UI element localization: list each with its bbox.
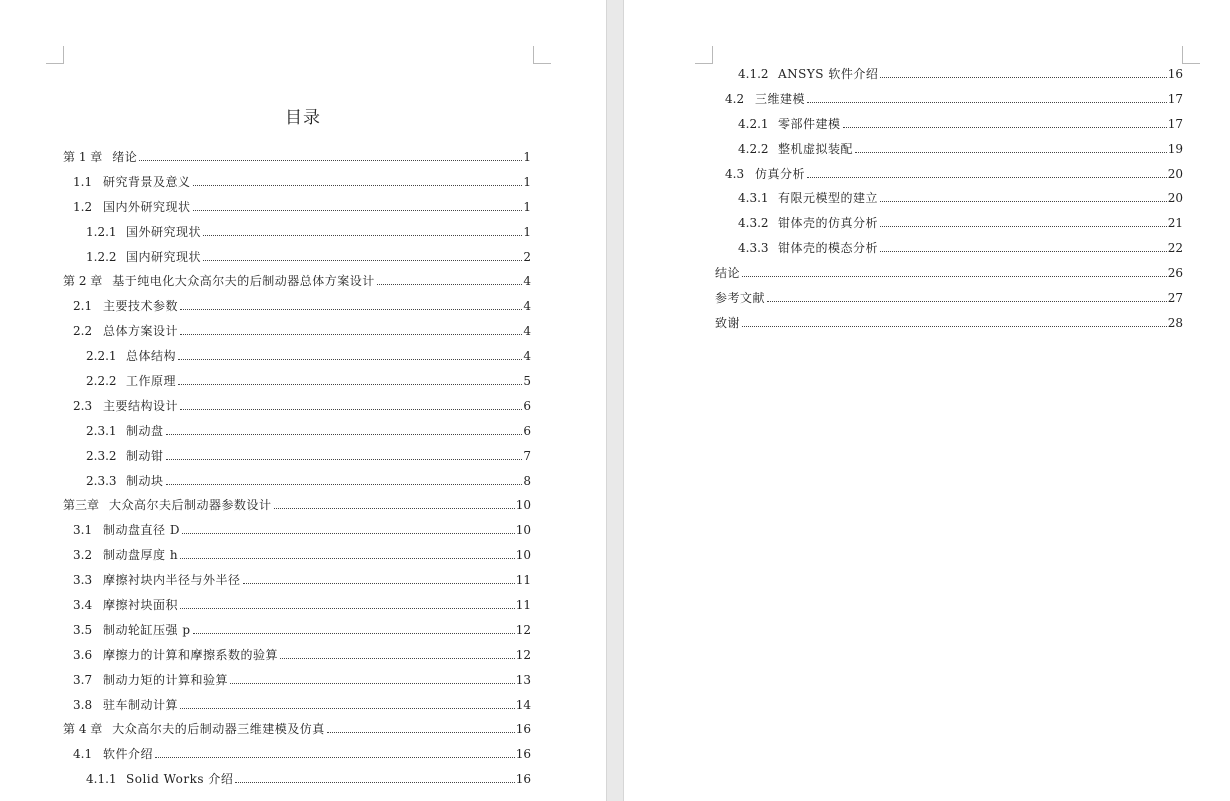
toc-dot-leader — [193, 185, 523, 186]
page-gutter — [606, 0, 624, 801]
toc-entry-title: 研究背景及意义 — [103, 174, 191, 189]
toc-entry-number: 3.3 — [73, 573, 93, 588]
toc-entry-number: 4.3.1 — [738, 191, 769, 206]
toc-dot-leader — [166, 484, 523, 485]
toc-entry-number: 4.3.2 — [738, 216, 769, 231]
toc-entry-page-number: 10 — [515, 523, 531, 538]
toc-entry-number: 2.2.1 — [86, 349, 117, 364]
toc-dot-leader — [180, 334, 522, 335]
toc-dot-leader — [880, 226, 1167, 227]
toc-entry-page-number: 12 — [515, 647, 531, 662]
toc-entry-page-number: 11 — [515, 598, 531, 613]
toc-entry-title: 零部件建模 — [778, 116, 841, 131]
toc-entry-number: 第 4 章 — [63, 722, 103, 737]
toc-entry-number: 2.3.2 — [86, 448, 117, 463]
toc-entry[interactable] — [63, 596, 531, 621]
toc-entry-number: 1.1 — [73, 174, 93, 189]
toc-entry-title: 钳体壳的模态分析 — [778, 241, 879, 256]
toc-entry-title: 制动盘厚度 h — [103, 548, 179, 563]
toc-entry-page-number: 1 — [523, 174, 531, 189]
toc-entry-number: 第 1 章 — [63, 150, 103, 164]
crop-mark-top-left — [695, 46, 713, 64]
toc-entry-page-number: 16 — [1167, 67, 1183, 81]
toc-entry-page-number: 5 — [523, 374, 531, 389]
toc-entry-number: 3.4 — [73, 598, 93, 613]
toc-entry[interactable] — [63, 696, 531, 721]
toc-entry-title: 钳体壳的仿真分析 — [778, 216, 879, 231]
crop-mark-top-left — [46, 46, 64, 64]
toc-entry[interactable] — [63, 198, 531, 223]
toc-entry-page-number: 27 — [1167, 291, 1183, 306]
toc-entry-number: 2.1 — [73, 299, 93, 314]
toc-dot-leader — [180, 409, 522, 410]
toc-entry-title: 绪论 — [112, 150, 138, 164]
toc-entry-number: 3.2 — [73, 548, 93, 563]
toc-entry-page-number: 16 — [515, 722, 531, 737]
toc-entry-page-number: 1 — [523, 150, 531, 164]
toc-entry-number: 3.6 — [73, 647, 93, 662]
toc-dot-leader — [880, 77, 1166, 78]
toc-entry[interactable] — [715, 165, 1183, 190]
toc-entry[interactable] — [63, 372, 531, 397]
toc-entry-number: 1.2 — [73, 199, 93, 214]
toc-dot-leader — [880, 251, 1167, 252]
toc-entry-title: ANSYS 软件介绍 — [778, 67, 879, 81]
toc-entry-page-number: 22 — [1167, 241, 1183, 256]
toc-entry-page-number: 20 — [1167, 166, 1183, 181]
toc-dot-leader — [767, 301, 1167, 302]
toc-dot-leader — [742, 276, 1167, 277]
toc-entry-title: 总体方案设计 — [103, 324, 179, 339]
crop-mark-top-right — [1182, 46, 1200, 64]
toc-entry-page-number: 20 — [1167, 191, 1183, 206]
toc-entry[interactable] — [715, 289, 1183, 314]
toc-entry-page-number: 1 — [523, 224, 531, 239]
toc-entry[interactable] — [63, 297, 531, 322]
toc-entry-title: 大众高尔夫的后制动器三维建模及仿真 — [112, 722, 325, 737]
toc-entry-title: 仿真分析 — [755, 166, 806, 181]
toc-entry-number: 2.3 — [73, 398, 93, 413]
toc-entry[interactable] — [715, 314, 1183, 339]
toc-entry[interactable] — [715, 65, 1183, 90]
toc-entry-number: 4.3.3 — [738, 241, 769, 256]
toc-dot-leader — [182, 533, 515, 534]
toc-entry[interactable] — [63, 745, 531, 770]
toc-entry-page-number: 17 — [1167, 91, 1183, 106]
toc-entry-number: 3.5 — [73, 622, 93, 637]
toc-entry-page-number: 8 — [523, 473, 531, 488]
toc-entry-number: 2.2 — [73, 324, 93, 339]
toc-entry[interactable] — [63, 496, 531, 521]
toc-dot-leader — [807, 102, 1167, 103]
toc-dot-leader — [742, 326, 1167, 327]
toc-entry-page-number: 28 — [1167, 315, 1183, 330]
toc-entry-number: 3.7 — [73, 672, 93, 687]
toc-entry-number: 4.2 — [725, 91, 745, 106]
table-of-contents-left — [63, 148, 531, 795]
toc-dot-leader — [166, 434, 523, 435]
toc-entry-page-number: 4 — [523, 349, 531, 364]
toc-dot-leader — [166, 459, 523, 460]
toc-entry-page-number: 13 — [515, 672, 531, 687]
document-page-left — [0, 0, 606, 801]
toc-entry-title: 制动块 — [126, 473, 164, 488]
toc-dot-leader — [327, 732, 515, 733]
toc-entry-title: 国内研究现状 — [126, 249, 202, 264]
toc-entry[interactable] — [63, 397, 531, 422]
toc-entry[interactable] — [63, 521, 531, 546]
toc-entry-number: 1.2.2 — [86, 249, 117, 264]
toc-title: 目录 — [285, 108, 321, 128]
toc-dot-leader — [178, 384, 522, 385]
toc-dot-leader — [235, 782, 514, 783]
toc-entry[interactable] — [63, 322, 531, 347]
toc-entry-title: 大众高尔夫后制动器参数设计 — [109, 498, 272, 513]
toc-dot-leader — [180, 558, 515, 559]
toc-dot-leader — [377, 284, 523, 285]
toc-entry-page-number: 10 — [515, 498, 531, 513]
toc-entry-page-number: 2 — [523, 249, 531, 264]
toc-entry[interactable] — [63, 173, 531, 198]
toc-entry-page-number: 6 — [523, 423, 531, 438]
toc-entry-page-number: 6 — [523, 398, 531, 413]
toc-entry[interactable] — [63, 248, 531, 273]
toc-dot-leader — [193, 210, 523, 211]
toc-entry-title: 三维建模 — [755, 91, 806, 106]
toc-entry-title: 制动轮缸压强 p — [103, 622, 191, 637]
toc-entry-title: 国内外研究现状 — [103, 199, 191, 214]
toc-entry-title: 制动力矩的计算和验算 — [103, 672, 229, 687]
crop-mark-top-right — [533, 46, 551, 64]
toc-entry-title: 摩擦力的计算和摩擦系数的验算 — [103, 647, 279, 662]
toc-entry-page-number: 26 — [1167, 266, 1183, 281]
toc-entry[interactable] — [63, 770, 531, 795]
toc-entry-title: 软件介绍 — [103, 747, 154, 762]
toc-entry-page-number: 7 — [523, 448, 531, 463]
table-of-contents-right — [715, 65, 1183, 339]
toc-entry-number: 4.1 — [73, 747, 93, 762]
toc-entry-title: 制动钳 — [126, 448, 164, 463]
toc-entry-page-number: 17 — [1167, 116, 1183, 131]
toc-dot-leader — [843, 127, 1167, 128]
toc-dot-leader — [243, 583, 515, 584]
toc-entry-page-number: 12 — [515, 622, 531, 637]
toc-entry[interactable] — [715, 140, 1183, 165]
toc-dot-leader — [203, 235, 522, 236]
toc-entry-number: 2.2.2 — [86, 374, 117, 389]
toc-entry[interactable] — [63, 646, 531, 671]
toc-dot-leader — [180, 708, 515, 709]
toc-dot-leader — [855, 152, 1167, 153]
toc-entry-number: 4.1.2 — [738, 67, 769, 81]
toc-entry-number: 第三章 — [63, 498, 100, 513]
toc-dot-leader — [203, 260, 522, 261]
toc-entry[interactable] — [715, 90, 1183, 115]
toc-entry-title: 摩擦衬块内半径与外半径 — [103, 573, 241, 588]
toc-entry-number: 4.2.2 — [738, 141, 769, 156]
toc-entry-page-number: 19 — [1167, 141, 1183, 156]
toc-entry-page-number: 21 — [1167, 216, 1183, 231]
toc-entry-page-number: 16 — [515, 772, 531, 787]
toc-entry[interactable] — [63, 472, 531, 497]
toc-entry-title: 摩擦衬块面积 — [103, 598, 179, 613]
toc-entry-page-number: 4 — [523, 274, 531, 289]
toc-entry-page-number: 11 — [515, 573, 531, 588]
toc-entry-page-number: 16 — [515, 747, 531, 762]
toc-entry[interactable] — [63, 347, 531, 372]
toc-entry-number: 1.2.1 — [86, 224, 117, 239]
toc-entry-page-number: 10 — [515, 548, 531, 563]
toc-dot-leader — [274, 508, 515, 509]
toc-dot-leader — [178, 359, 522, 360]
toc-dot-leader — [280, 658, 515, 659]
toc-entry-title: 国外研究现状 — [126, 224, 202, 239]
toc-entry-number: 第 2 章 — [63, 274, 103, 289]
toc-entry[interactable] — [63, 671, 531, 696]
toc-entry-title: 工作原理 — [126, 374, 177, 389]
toc-entry-number: 2.3.3 — [86, 473, 117, 488]
toc-entry-title: 总体结构 — [126, 349, 177, 364]
toc-entry[interactable] — [63, 571, 531, 596]
toc-entry[interactable] — [715, 189, 1183, 214]
toc-entry-page-number: 4 — [523, 299, 531, 314]
toc-dot-leader — [193, 633, 515, 634]
toc-dot-leader — [230, 683, 515, 684]
toc-entry-number: 3.8 — [73, 697, 93, 712]
toc-entry[interactable] — [63, 621, 531, 646]
toc-entry-title: 制动盘直径 D — [103, 523, 180, 538]
toc-dot-leader — [180, 309, 522, 310]
document-page-right — [624, 0, 1230, 801]
toc-dot-leader — [807, 177, 1167, 178]
toc-dot-leader — [155, 757, 515, 758]
toc-entry-title: 结论 — [715, 266, 741, 281]
toc-entry-title: 制动盘 — [126, 423, 164, 438]
toc-dot-leader — [139, 160, 522, 161]
toc-entry-title: 整机虚拟装配 — [778, 141, 854, 156]
toc-entry[interactable] — [63, 447, 531, 472]
toc-dot-leader — [880, 201, 1167, 202]
toc-entry-number: 2.3.1 — [86, 423, 117, 438]
toc-entry[interactable] — [63, 720, 531, 745]
toc-entry-title: Solid Works 介绍 — [126, 772, 234, 787]
toc-entry-number: 4.3 — [725, 166, 745, 181]
toc-entry-number: 4.2.1 — [738, 116, 769, 131]
toc-entry-title: 致谢 — [715, 315, 741, 330]
toc-entry[interactable] — [63, 422, 531, 447]
toc-entry-title: 主要结构设计 — [103, 398, 179, 413]
toc-entry-title: 主要技术参数 — [103, 299, 179, 314]
toc-entry[interactable] — [715, 264, 1183, 289]
toc-entry-number: 3.1 — [73, 523, 93, 538]
toc-entry-page-number: 14 — [515, 697, 531, 712]
toc-dot-leader — [180, 608, 515, 609]
toc-entry-title: 参考文献 — [715, 291, 766, 306]
toc-entry-number: 4.1.1 — [86, 772, 117, 787]
toc-entry[interactable] — [63, 148, 531, 173]
toc-entry-page-number: 4 — [523, 324, 531, 339]
toc-entry[interactable] — [63, 546, 531, 571]
toc-entry[interactable] — [715, 214, 1183, 239]
toc-entry-title: 驻车制动计算 — [103, 697, 179, 712]
toc-entry[interactable] — [63, 223, 531, 248]
toc-entry[interactable] — [63, 272, 531, 297]
toc-entry-title: 基于纯电化大众高尔夫的后制动器总体方案设计 — [112, 274, 375, 289]
toc-entry-page-number: 1 — [523, 199, 531, 214]
toc-entry-title: 有限元模型的建立 — [778, 191, 879, 206]
toc-entry[interactable] — [715, 115, 1183, 140]
toc-entry[interactable] — [715, 239, 1183, 264]
